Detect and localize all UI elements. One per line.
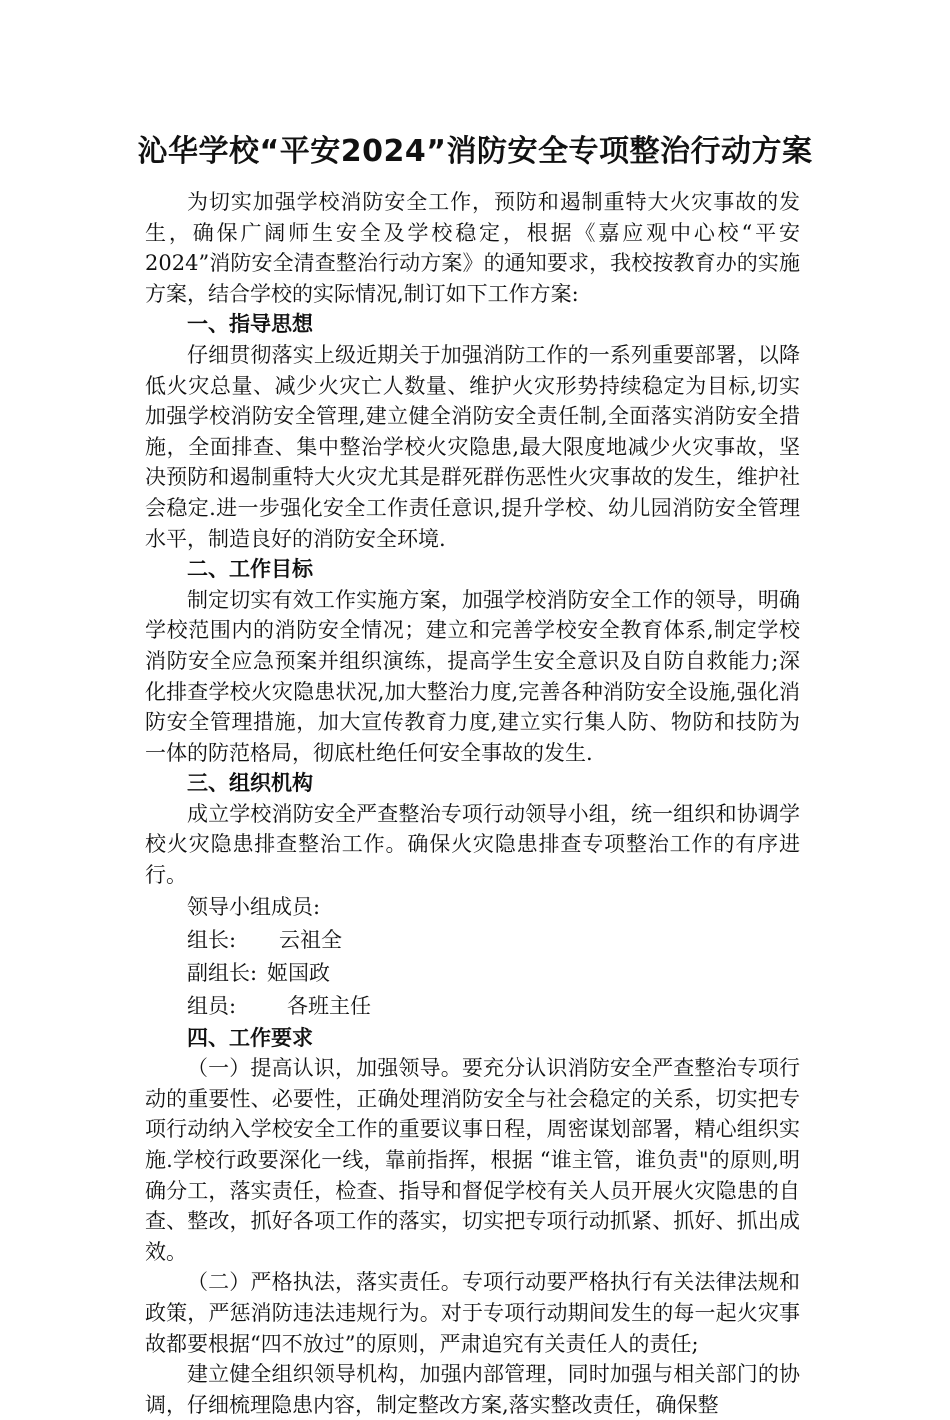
member-name: 姬国政 (267, 960, 330, 985)
section-paragraph-work-goals: 制定切实有效工作实施方案，加强学校消防安全工作的领导，明确学校范围内的消防安全情况；建立和完善学校安全教育体系,制定学校消防安全应急预案并组织演练，提高学生安全意识及自防自救能力;深化排查学校火灾隐患状况,加大整治力度,完善各种消防安全设施,强化消防安全管理措施，加大宣传教育力度,建立实行集人防、物防和技防为一体的防范格局，彻底杜绝任何安全事故的发生. (145, 587, 800, 765)
requirement-item-3: 建立健全组织领导机构，加强内部管理，同时加强与相关部门的协调，仔细梳理隐患内容，制定整改方案,落实整改责任，确保整 (145, 1362, 800, 1417)
members-label: 领导小组成员: (187, 894, 321, 919)
member-row-deputy (145, 957, 800, 990)
member-role: 副组长: (187, 960, 258, 985)
section-paragraph-organization: 成立学校消防安全严查整治专项行动领导小组，统一组织和协调学校火灾隐患排查整治工作。确保火灾隐患排查专项整治工作的有序进行。 (145, 801, 800, 888)
member-role: 组员: (187, 993, 237, 1018)
section-heading-guiding-ideology: 一、指导思想 (187, 312, 313, 337)
member-name: 各班主任 (287, 993, 371, 1018)
document-title: 沁华学校“平安2024”消防安全专项整治行动方案 (137, 134, 813, 169)
member-row-members (145, 990, 800, 1023)
intro-paragraph: 为切实加强学校消防安全工作，预防和遏制重特大火灾事故的发生，确保广阔师生安全及学校稳定，根据《嘉应观中心校“平安2024”消防安全清查整治行动方案》的通知要求，我校按教育办的实施方案，结合学校的实际情况,制订如下工作方案: (145, 190, 800, 306)
member-name: 云祖全 (279, 927, 342, 952)
section-heading-work-goals: 二、工作目标 (187, 557, 313, 582)
section-paragraph-guiding-ideology: 仔细贯彻落实上级近期关于加强消防工作的一系列重要部署，以降低火灾总量、减少火灾亡人数量、维护火灾形势持续稳定为目标,切实加强学校消防安全管理,建立健全消防安全责任制,全面落实消防安全措施，全面排查、集中整治学校火灾隐患,最大限度地减少火灾事故，坚决预防和遏制重特大火灾尤其是群死群伤恶性火灾事故的发生，维护社会稳定.进一步强化安全工作责任意识,提升学校、幼儿园消防安全管理水平，制造良好的消防安全环境. (145, 342, 800, 551)
document-body (145, 187, 800, 1420)
section-heading-organization: 三、组织机构 (187, 771, 313, 796)
requirement-item-1: （一）提高认识，加强领导。要充分认识消防安全严查整治专项行动的重要性、必要性，正确处理消防安全与社会稳定的关系，切实把专项行动纳入学校安全工作的重要议事日程，周密谋划部署，精心组织实施.学校行政要深化一线，靠前指挥，根据 “谁主管，谁负责"的原则,明确分工，落实责任，检查、指导和督促学校有关人员开展火灾隐患的自查、整改，抓好各项工作的落实，切实把专项行动抓紧、抓好、抓出成效。 (145, 1056, 800, 1264)
section-heading-work-requirements: 四、工作要求 (187, 1025, 313, 1050)
member-row-leader (145, 924, 800, 957)
member-role: 组长: (187, 927, 237, 952)
requirement-item-2: （二）严格执法，落实责任。专项行动要严格执行有关法律法规和政策，严惩消防违法违规行为。对于专项行动期间发生的每一起火灾事故都要根据“四不放过”的原则，严肃追究有关责任人的责任; (145, 1270, 800, 1356)
